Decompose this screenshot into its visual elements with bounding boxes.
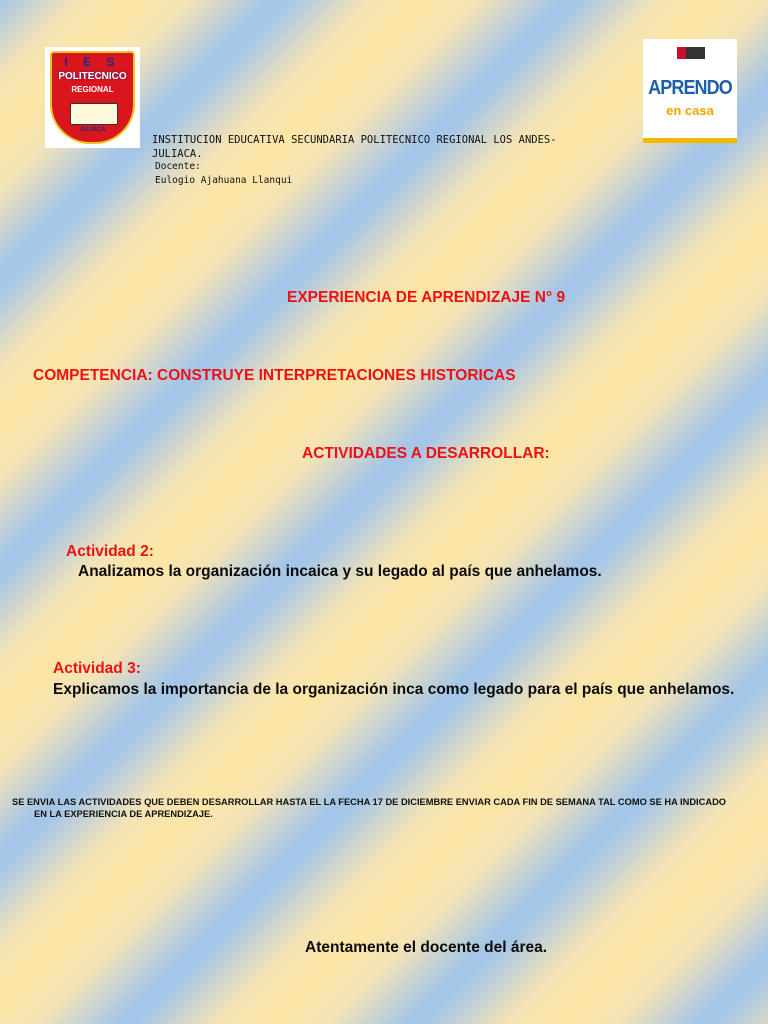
activity-3-label: Actividad 3: <box>53 660 141 677</box>
activity-2-label: Actividad 2: <box>66 543 154 560</box>
institution-line-2: JULIACA. <box>152 148 203 160</box>
logo-place-text: JULIACA <box>79 127 106 133</box>
logo-sub-text: REGIONAL <box>71 85 114 94</box>
activity-3-text: Explicamos la importancia de la organización inca como legado para el país que anhelamos. <box>53 681 735 698</box>
book-icon <box>70 103 118 125</box>
deadline-note-line-1: SE ENVIA LAS ACTIVIDADES QUE DEBEN DESARROLLAR HASTA EL LA FECHA 17 DE DICIEMBRE ENVIAR CADA FIN DE SEMANA TAL COMO SE HA INDICADO <box>12 797 727 807</box>
logo-yellow-bar <box>643 138 737 143</box>
activity-2-text: Analizamos la organización incaica y su legado al país que anhelamos. <box>78 563 602 580</box>
page-title: EXPERIENCIA DE APRENDIZAJE N° 9 <box>287 289 566 306</box>
peru-flag-icon <box>677 47 705 59</box>
deadline-note-line-2: EN LA EXPERIENCIA DE APRENDIZAJE. <box>34 809 213 819</box>
aprendo-en-casa-logo <box>643 39 737 143</box>
school-shield-emblem <box>50 51 135 144</box>
docente-name: Eulogio Ajahuana Llanqui <box>155 175 293 186</box>
logo-name-text: POLITECNICO <box>58 71 127 82</box>
aprendo-logo-text: APRENDO <box>648 77 732 99</box>
en-casa-logo-text: en casa <box>666 103 714 118</box>
logo-ies-text: I E S <box>64 55 121 69</box>
institution-name <box>152 133 557 161</box>
school-logo <box>45 47 140 148</box>
actividades-heading: ACTIVIDADES A DESARROLLAR: <box>302 445 550 462</box>
institution-line-1: INSTITUCION EDUCATIVA SECUNDARIA POLITECNICO REGIONAL LOS ANDES- <box>152 134 557 146</box>
closing-signature: Atentamente el docente del área. <box>305 939 548 956</box>
docente-label: Docente: <box>155 161 201 172</box>
competencia-heading: COMPETENCIA: CONSTRUYE INTERPRETACIONES HISTORICAS <box>33 367 516 384</box>
